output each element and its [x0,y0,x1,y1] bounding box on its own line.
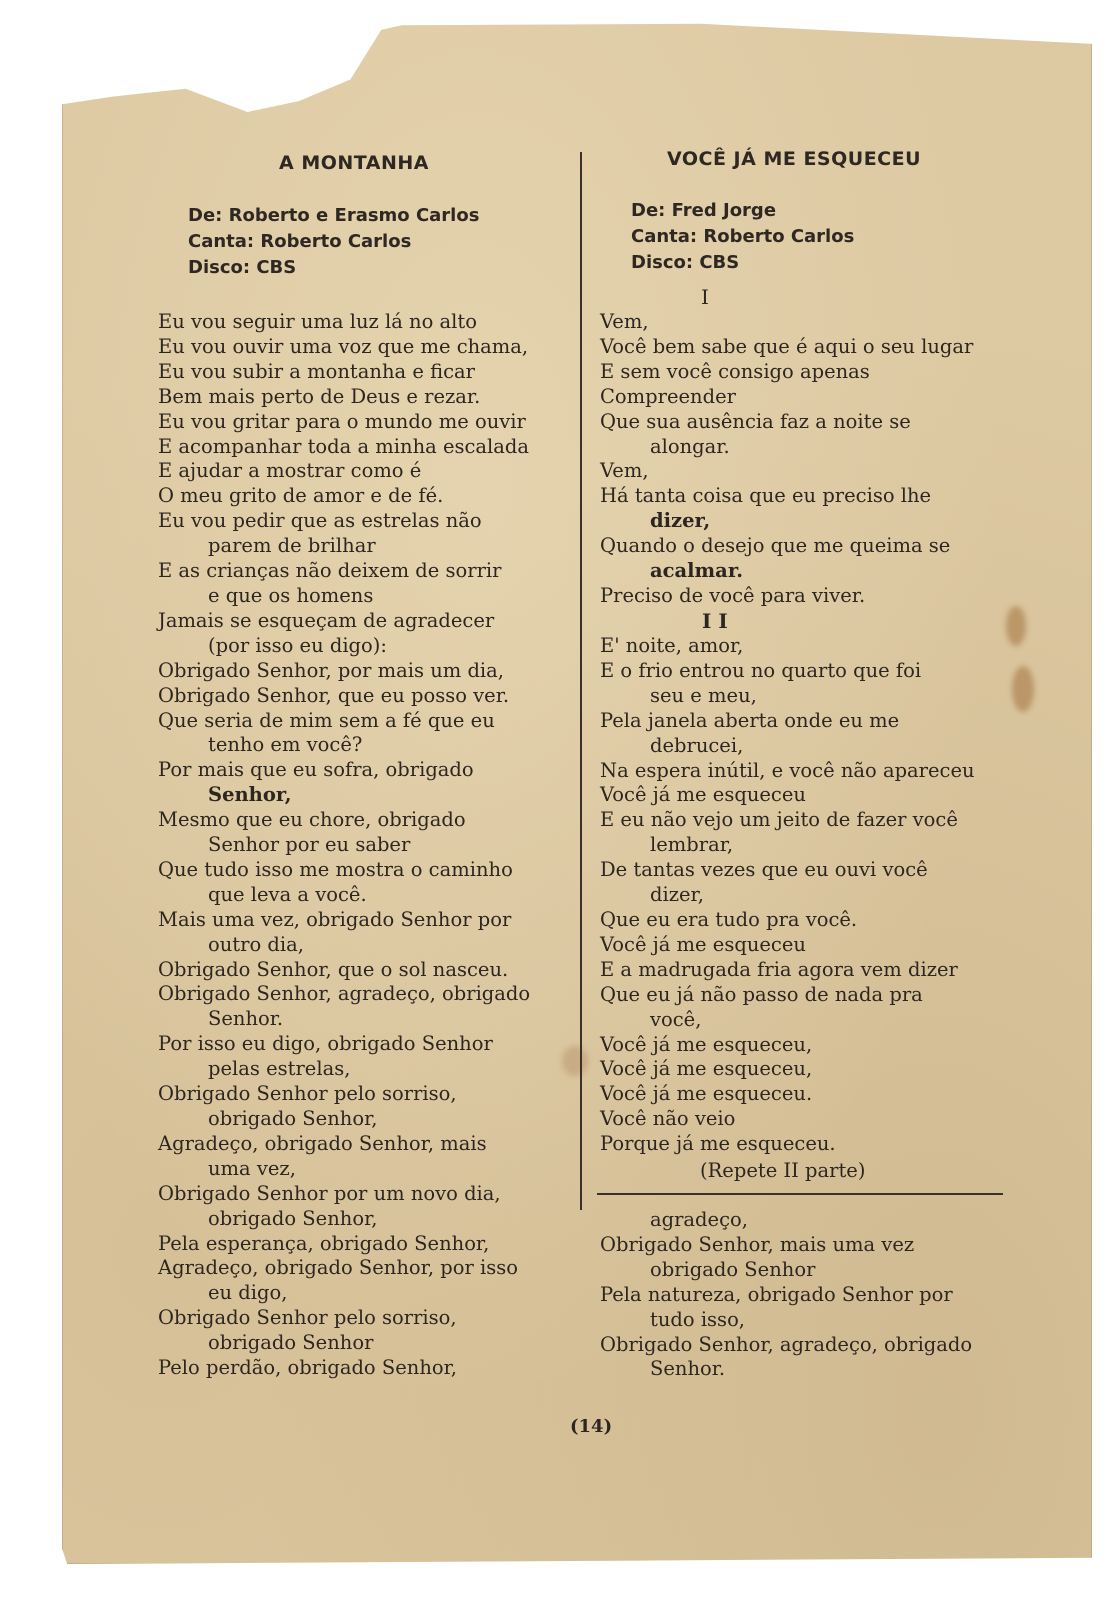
lyric-line: Senhor, [208,783,292,807]
repeat-note: (Repete II parte) [700,1159,866,1182]
lyric-line: que leva a você. [208,882,367,906]
lyric-line: Jamais se esqueçam de agradecer [158,608,495,632]
lyric-line: Eu vou ouvir uma voz que me chama, [158,334,529,358]
lyric-line: Eu vou subir a montanha e ficar [158,359,475,383]
lyric-line: Porque já me esqueceu. [600,1132,836,1156]
lyric-line: Por isso eu digo, obrigado Senhor [158,1032,493,1056]
lyric-line: Mesmo que eu chore, obrigado [158,808,466,832]
lyric-line: Que eu era tudo pra você. [600,907,858,931]
lyric-line: tenho em você? [208,733,363,757]
lyric-line: Agradeço, obrigado Senhor, mais [158,1131,487,1155]
lyric-line: Que sua ausência faz a noite se [600,409,911,433]
lyric-line: seu e meu, [650,683,757,707]
lyric-line: De tantas vezes que eu ouvi você [600,858,928,882]
right-song-credits [631,198,854,276]
lyric-line: Obrigado Senhor, mais uma vez [600,1232,915,1256]
lyric-line: Obrigado Senhor, que eu posso ver. [158,683,510,707]
lyric-line: E a madrugada fria agora vem dizer [600,957,958,981]
lyric-line: Na espera inútil, e você não apareceu [600,758,975,782]
lyric-line: obrigado Senhor [208,1331,374,1355]
singer-credit: Canta: Roberto Carlos [631,226,855,247]
lyric-line: Eu vou gritar para o mundo me ouvir [158,409,526,433]
lyric-line: E eu não vejo um jeito de fazer você [600,808,958,832]
lyric-line: Obrigado Senhor, agradeço, obrigado [158,982,531,1006]
lyric-line: Pela esperança, obrigado Senhor, [158,1231,490,1255]
lyric-line: acalmar. [650,559,744,583]
lyric-line: debrucei, [650,733,744,757]
lyric-line: E o frio entrou no quarto que foi [600,658,922,682]
lyric-line: Obrigado Senhor pelo sorriso, [158,1082,457,1106]
lyric-line: Há tanta coisa que eu preciso lhe [600,484,932,508]
right-song-title: VOCÊ JÁ ME ESQUECEU [667,148,922,170]
lyric-line: Que seria de mim sem a fé que eu [158,708,495,732]
lyric-line: Pela natureza, obrigado Senhor por [600,1282,953,1306]
lyric-line: pelas estrelas, [208,1057,351,1081]
lyric-line: obrigado Senhor [650,1257,816,1281]
lyric-line: Pela janela aberta onde eu me [600,708,900,732]
lyric-line: dizer, [650,883,704,907]
lyric-line: dizer, [650,509,711,533]
part-two-label: I I [702,609,728,633]
lyric-line: Você bem sabe que é aqui o seu lugar [600,334,974,358]
lyric-line: parem de brilhar [208,534,376,558]
lyric-line: obrigado Senhor, [208,1206,378,1230]
page-number: (14) [570,1416,613,1437]
part-one-label: I [701,285,709,309]
lyric-line: e que os homens [208,583,374,607]
lyric-line: Você já me esqueceu [600,932,806,956]
lyric-line: Preciso de você para viver. [600,583,866,607]
lyric-line: você, [650,1007,702,1031]
lyric-line: outro dia, [208,932,304,956]
lyric-line: Bem mais perto de Deus e rezar. [158,384,481,408]
lyric-line: Você não veio [600,1107,736,1131]
lyric-line: E ajudar a mostrar como é [158,459,422,483]
lyric-line: Obrigado Senhor, agradeço, obrigado [600,1332,973,1356]
left-song-credits [188,203,479,281]
lyric-line: Você já me esqueceu, [600,1032,813,1056]
lyric-line: O meu grito de amor e de fé. [158,484,444,508]
lyric-line: tudo isso, [650,1307,746,1331]
lyric-line: Você já me esqueceu [600,783,806,807]
column-divider [580,152,582,1210]
lyric-line: Você já me esqueceu, [600,1057,813,1081]
lyric-line: Você já me esqueceu. [600,1082,813,1106]
lyric-line: E acompanhar toda a minha escalada [158,434,530,458]
lyric-line: (por isso eu digo): [208,633,387,657]
label-credit: Disco: CBS [188,257,297,278]
left-song-continuation [600,1208,1020,1382]
lyric-line: Compreender [600,384,736,408]
lyric-line: Obrigado Senhor, que o sol nasceu. [158,957,509,981]
left-song-lyrics [158,310,578,1381]
right-song-part-two [600,634,1020,1157]
lyric-line: Vem, [600,459,649,483]
lyric-line: Que tudo isso me mostra o caminho [158,857,513,881]
lyric-line: alongar. [650,434,730,458]
composer-credit: De: Roberto e Erasmo Carlos [188,205,480,226]
label-credit: Disco: CBS [631,252,740,273]
lyric-line: lembrar, [650,833,734,857]
lyric-line: Senhor. [208,1007,284,1031]
lyric-line: Senhor por eu saber [208,833,411,857]
left-song-title: A MONTANHA [279,152,429,174]
lyric-line: Mais uma vez, obrigado Senhor por [158,907,512,931]
lyric-line: Pelo perdão, obrigado Senhor, [158,1356,457,1380]
lyric-line: E sem você consigo apenas [600,359,870,383]
lyric-line: Que eu já não passo de nada pra [600,982,923,1006]
lyric-line: Senhor. [650,1357,726,1381]
right-song-part-one [600,310,1020,609]
composer-credit: De: Fred Jorge [631,200,777,221]
lyric-line: Agradeço, obrigado Senhor, por isso [158,1256,518,1280]
lyric-line: agradeço, [650,1208,748,1231]
lyric-line: Vem, [600,310,649,333]
lyric-line: eu digo, [208,1281,288,1305]
lyric-line: Eu vou pedir que as estrelas não [158,509,482,533]
singer-credit: Canta: Roberto Carlos [188,231,412,252]
lyric-line: Obrigado Senhor por um novo dia, [158,1181,501,1205]
lyric-line: E' noite, amor, [600,634,744,657]
lyric-line: Obrigado Senhor, por mais um dia, [158,658,504,682]
lyric-line: E as crianças não deixem de sorrir [158,559,502,583]
section-divider [597,1193,1003,1195]
lyric-line: obrigado Senhor, [208,1107,378,1130]
lyric-line: Por mais que eu sofra, obrigado [158,758,474,782]
lyric-line: uma vez, [208,1156,296,1180]
lyric-line: Obrigado Senhor pelo sorriso, [158,1306,457,1330]
lyric-line: Quando o desejo que me queima se [600,534,951,558]
lyric-line: Eu vou seguir uma luz lá no alto [158,310,477,333]
